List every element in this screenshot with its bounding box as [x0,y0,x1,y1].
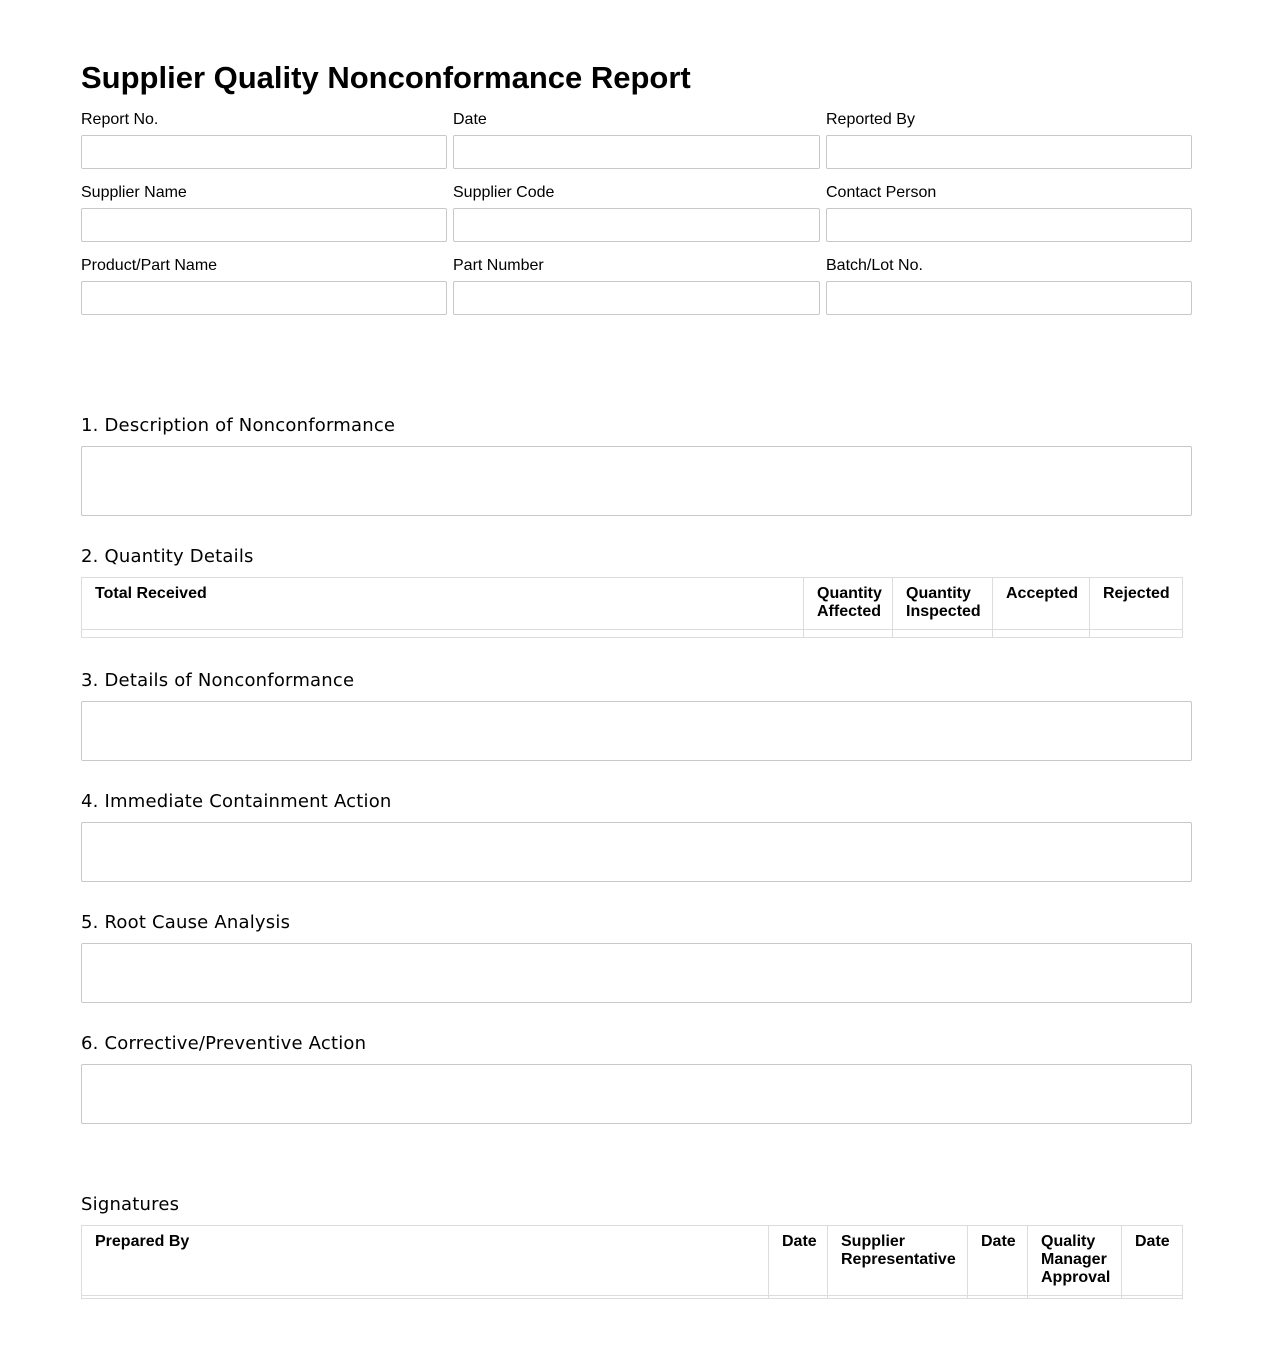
contact-person-label: Contact Person [826,184,937,201]
description-textarea[interactable] [81,446,1192,516]
batch-lot-no-input[interactable] [826,281,1192,315]
corrective-section-title: 6. Corrective/Preventive Action [81,1033,367,1054]
quantity-affected-cell[interactable] [804,630,893,638]
supplier-code-input[interactable] [453,208,820,242]
supplier-representative-cell[interactable] [828,1296,968,1299]
date-input[interactable] [453,135,820,169]
description-section [81,415,1192,516]
accepted-header: Accepted [993,578,1090,630]
quality-manager-approval-cell[interactable] [1028,1296,1122,1299]
corrective-section [81,1033,1192,1124]
supplier-name-label: Supplier Name [81,184,187,201]
quantity-section [81,546,1192,638]
total-received-cell[interactable] [82,630,804,638]
approval-date-header: Date [1122,1226,1183,1296]
supplier-code-label: Supplier Code [453,184,555,201]
signatures-section-title: Signatures [81,1194,180,1215]
contact-person-field [826,183,1192,242]
product-part-name-input[interactable] [81,281,447,315]
date-label: Date [453,111,487,128]
page-title: Supplier Quality Nonconformance Report [81,60,691,95]
reported-by-field [826,110,1192,169]
accepted-cell[interactable] [993,630,1090,638]
signatures-input-row [82,1296,1183,1299]
reported-by-input[interactable] [826,135,1192,169]
supplier-code-field [453,183,820,242]
root-cause-section-title: 5. Root Cause Analysis [81,912,291,933]
part-number-field [453,256,820,315]
details-section-title: 3. Details of Nonconformance [81,670,355,691]
report-no-input[interactable] [81,135,447,169]
signatures-table [81,1225,1183,1299]
prepared-date-cell[interactable] [769,1296,828,1299]
prepared-by-cell[interactable] [82,1296,769,1299]
containment-section [81,791,1192,882]
part-number-input[interactable] [453,281,820,315]
quantity-input-row [82,630,1183,638]
report-no-field [81,110,447,169]
rejected-header: Rejected [1090,578,1183,630]
root-cause-textarea[interactable] [81,943,1192,1003]
containment-textarea[interactable] [81,822,1192,882]
details-textarea[interactable] [81,701,1192,761]
quantity-header-row [82,578,1183,630]
contact-person-input[interactable] [826,208,1192,242]
supplier-name-input[interactable] [81,208,447,242]
description-section-title: 1. Description of Nonconformance [81,415,396,436]
corrective-textarea[interactable] [81,1064,1192,1124]
quantity-section-title: 2. Quantity Details [81,546,254,567]
rejected-cell[interactable] [1090,630,1183,638]
supplier-date-header: Date [968,1226,1028,1296]
signatures-section [81,1194,1192,1299]
reported-by-label: Reported By [826,111,915,128]
supplier-name-field [81,183,447,242]
batch-lot-no-label: Batch/Lot No. [826,257,923,274]
quantity-inspected-cell[interactable] [893,630,993,638]
signatures-header-row [82,1226,1183,1296]
quality-manager-approval-header: Quality Manager Approval [1028,1226,1122,1296]
supplier-date-cell[interactable] [968,1296,1028,1299]
details-section [81,670,1192,761]
root-cause-section [81,912,1192,1003]
product-part-name-field [81,256,447,315]
total-received-header: Total Received [82,578,804,630]
report-no-label: Report No. [81,111,159,128]
date-field [453,110,820,169]
prepared-by-header: Prepared By [82,1226,769,1296]
header-fields [81,110,1192,315]
supplier-representative-header: Supplier Representative [828,1226,968,1296]
quantity-affected-header: Quantity Affected [804,578,893,630]
part-number-label: Part Number [453,257,544,274]
approval-date-cell[interactable] [1122,1296,1183,1299]
quantity-table [81,577,1183,638]
prepared-date-header: Date [769,1226,828,1296]
batch-lot-no-field [826,256,1192,315]
quantity-inspected-header: Quantity Inspected [893,578,993,630]
containment-section-title: 4. Immediate Containment Action [81,791,392,812]
product-part-name-label: Product/Part Name [81,257,218,274]
